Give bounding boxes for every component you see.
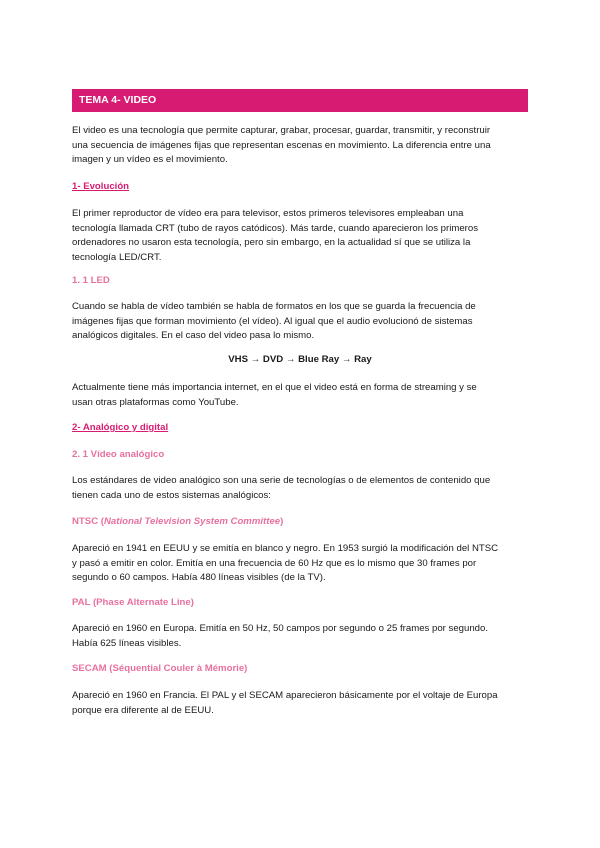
text-line: y pasó a emitir en color. Emitía en una frecuencia de 60 Hz que es lo mismo que 30 frames por xyxy=(72,557,477,569)
document-title: TEMA 4- VIDEO xyxy=(79,94,157,106)
text-line: segundo o 60 campos. Había 480 líneas visibles (de la TV). xyxy=(72,572,326,584)
ntsc-heading xyxy=(72,516,283,527)
pal-paragraph xyxy=(72,622,528,651)
ntsc-heading-italic: National Television System Committee xyxy=(103,516,281,527)
pal-heading: PAL (Phase Alternate Line) xyxy=(72,597,194,608)
text-line: tecnología llamada CRT (tubo de rayos catódicos). Más tarde, cuando aparecieron los primeros xyxy=(72,222,478,234)
text-line: Apareció en 1960 en Francia. El PAL y el SECAM aparecieron básicamente por el voltaje de Europa xyxy=(72,690,498,701)
text-line: tecnología LED/CRT. xyxy=(72,251,162,263)
text-line: Apareció en 1941 en EEUU y se emitía en blanco y negro. En 1953 surgió la modificación del NTSC xyxy=(72,543,499,554)
text-line: tienen cada uno de estos sistemas analógicos: xyxy=(72,489,271,501)
led-paragraph xyxy=(72,300,528,344)
ntsc-paragraph xyxy=(72,542,528,586)
ntsc-heading-start: NTSC ( xyxy=(72,516,104,527)
title-banner xyxy=(72,89,528,112)
subsection-heading-led: 1. 1 LED xyxy=(72,275,110,286)
estandares-paragraph xyxy=(72,474,528,503)
text-line: una secuencia de imágenes fijas que representan escenas en movimiento. La diferencia entre una xyxy=(72,139,491,151)
text-line: Actualmente tiene más importancia internet, en el que el video está en forma de streaming y se xyxy=(72,382,477,393)
text-line: Los estándares de video analógico son una serie de tecnologías o de elementos de contenido que xyxy=(72,475,491,486)
text-line: analógicos digitales. En el caso del video pasa lo mismo. xyxy=(72,330,315,342)
text-line: El primer reproductor de vídeo era para televisor, estos primeros televisores empleaban una xyxy=(72,208,464,219)
text-line: ordenadores no usaron esta tecnología, pero sin embargo, en la actualidad sí que se utiliza la xyxy=(72,237,471,249)
text-line: imagen y un vídeo es el movimiento. xyxy=(72,154,228,166)
text-line: usan otras plataformas como YouTube. xyxy=(72,396,239,408)
evolucion-paragraph xyxy=(72,207,528,265)
text-line: Apareció en 1960 en Europa. Emitía en 50 Hz, 50 campos por segundo o 25 frames por segundo. xyxy=(72,623,488,634)
secam-heading: SECAM (Séquential Couler à Mémorie) xyxy=(72,663,248,674)
text-line: El video es una tecnología que permite capturar, grabar, procesar, guardar, transmitir, y reconstruir xyxy=(72,125,491,136)
text-line: imágenes fijas que forman movimiento (el vídeo). Al igual que el audio evolucionó de sistemas xyxy=(72,315,473,327)
intro-paragraph xyxy=(72,124,528,168)
section-heading-analogico: 2- Analógico y digital xyxy=(72,422,169,433)
text-line: Cuando se habla de vídeo también se habla de formatos en los que se guarda la frecuencia de xyxy=(72,301,476,312)
text-line: Había 625 líneas visibles. xyxy=(72,637,182,649)
formats-sequence: VHS → DVD → Blue Ray → Ray xyxy=(228,354,372,365)
text-line: porque era diferente al de EEUU. xyxy=(72,704,214,716)
actualmente-paragraph xyxy=(72,381,528,410)
section-heading-evolucion: 1- Evolución xyxy=(72,181,130,192)
subsection-heading-video-analogico: 2. 1 Vídeo analógico xyxy=(72,449,165,460)
secam-paragraph xyxy=(72,689,528,718)
ntsc-heading-end: ) xyxy=(280,516,284,527)
